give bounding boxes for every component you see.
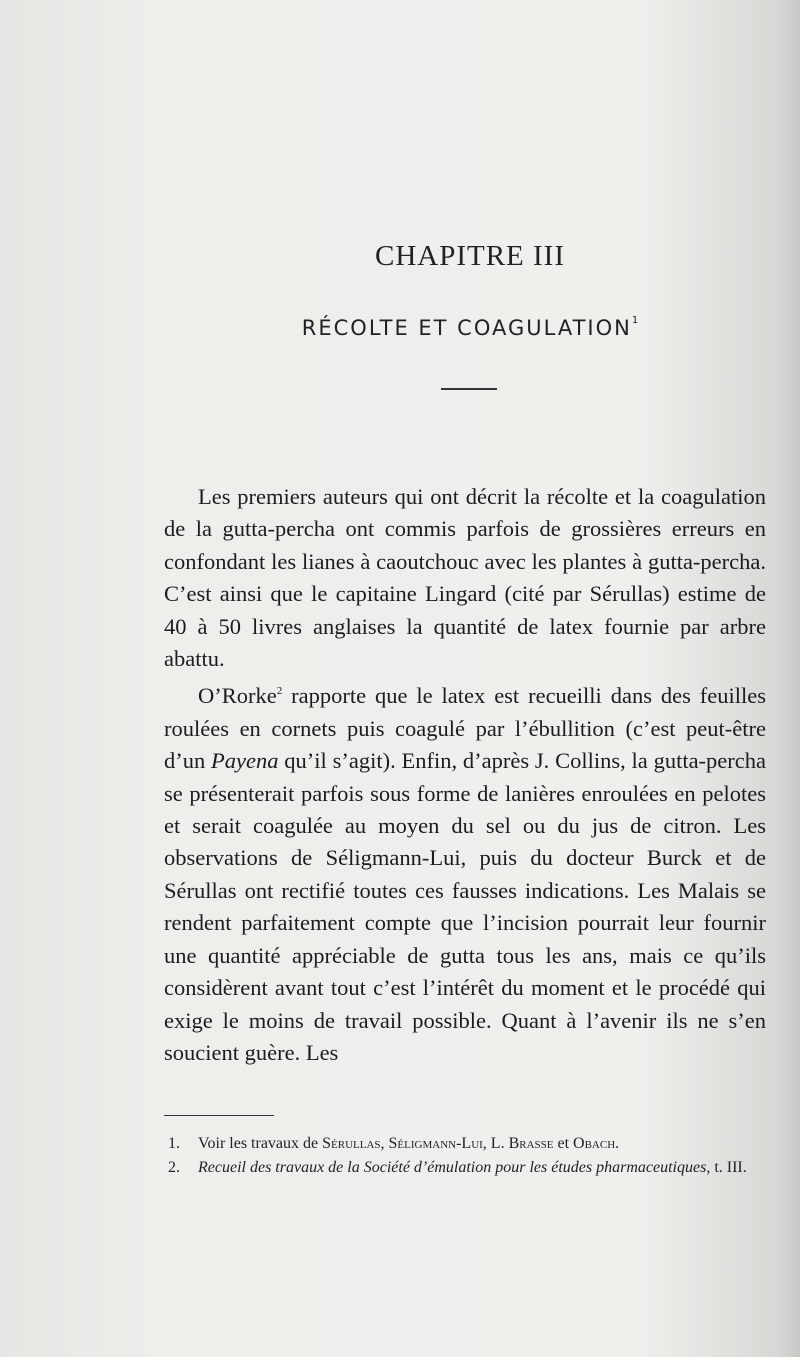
footnote-2-rest: , t. III. xyxy=(706,1159,747,1176)
footnote-marker-2: 2 xyxy=(276,685,283,698)
paragraph-2-lead: O’Rorke xyxy=(198,683,277,709)
footnote-1-end: . xyxy=(615,1135,620,1152)
body-text xyxy=(164,481,766,1069)
footnote-1-author-d: Obach xyxy=(573,1135,616,1152)
footnote-2-title: Recueil des travaux de la Société d’émulation pour les études pharmaceutiques xyxy=(198,1159,707,1176)
paragraph-2-genus: Payena xyxy=(211,748,279,774)
footnote-1-text: Voir les travaux de xyxy=(198,1135,323,1152)
footnote-rule xyxy=(164,1115,274,1116)
paragraph-2-part2: qu’il s’agit). Enfin, d’après J. Collins, la gutta-percha se présenterait parfois sous forme de lanières enroulées en pelotes et serait coagulée au moyen du sel ou du jus de citron. Les observations de Séligmann-Lui, puis du docteur Burck et de Sérullas ont rectifié toutes ces fausses indications. Les Malais se rendent parfaitement compte que l’incision pourrait leur fournir une quantité appréciable de gutta tous les ans, mais ce qu’ils considèrent avant tout c’est l’intérêt du moment et le procédé qui exige le moins de travail possible. Quant à l’avenir ils ne s’en soucient guère. Les xyxy=(164,748,766,1065)
footnote-1-author-b: Séligmann-Lui xyxy=(388,1135,483,1152)
footnote-1-sep-2: , xyxy=(482,1135,491,1152)
footnote-1-sep-3: et xyxy=(553,1135,574,1152)
chapter-title: CHAPITRE III xyxy=(374,240,565,272)
section-rule xyxy=(441,388,497,390)
footnote-1-number: 1. xyxy=(168,1135,180,1152)
footnotes xyxy=(164,1132,766,1180)
footnote-2 xyxy=(164,1156,766,1180)
footnote-1-author-a: Sérullas xyxy=(322,1135,381,1152)
chapter-subtitle-text: RÉCOLTE ET COAGULATION xyxy=(301,316,632,340)
footnote-1-sep-1: , xyxy=(380,1135,389,1152)
footnote-2-number: 2. xyxy=(168,1159,180,1176)
paragraph-2 xyxy=(164,675,766,1069)
footnote-1 xyxy=(164,1132,766,1156)
footnote-1-author-c: L. Brasse xyxy=(490,1135,554,1152)
chapter-subtitle xyxy=(0,315,800,340)
footnote-marker-1: 1 xyxy=(631,315,639,326)
paragraph-1: Les premiers auteurs qui ont décrit la récolte et la coagulation de la gutta-percha ont commis parfois de grossières erreurs en confondant les lianes à caoutchouc avec les plantes à gutta-percha. C’est ainsi que le capitaine Lingard (cité par Sérullas) estime de 40 à 50 livres anglaises la quantité de latex fournie par arbre abattu. xyxy=(164,484,766,672)
paragraph-2-part1: rapporte que le latex est recueilli dans des feuilles roulées en cornets puis coagulé par l’ébullition (c’est peut-être d’un xyxy=(164,683,766,774)
